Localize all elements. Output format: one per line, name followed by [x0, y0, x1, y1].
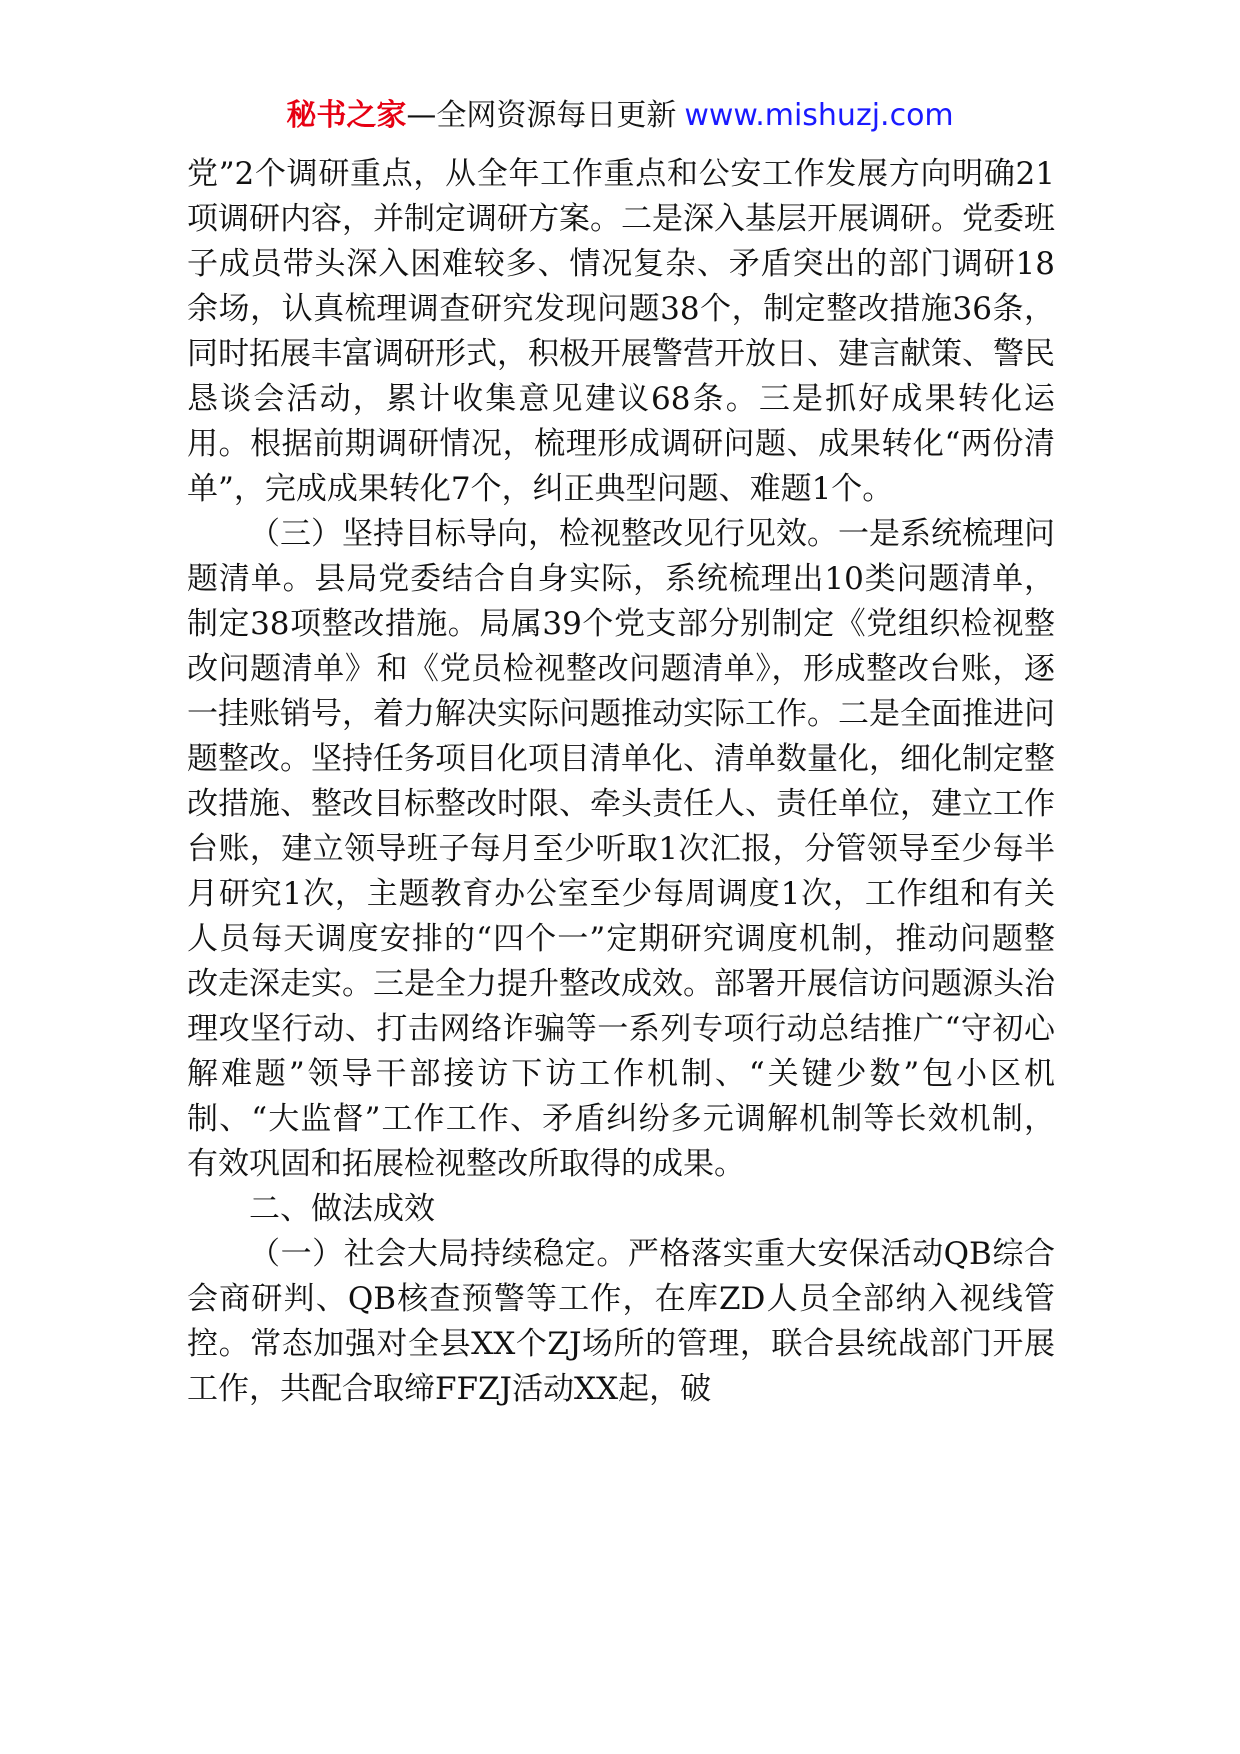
paragraph-continuation: 党”2个调研重点，从全年工作重点和公安工作发展方向明确21项调研内容，并制定调研方案。二是深入基层开展调研。党委班子成员带头深入困难较多、情况复杂、矛盾突出的部门调研18余场，认真梳理调查研究发现问题38个，制定整改措施36条，同时拓展丰富调研形式，积极开展警营开放日、建言献策、警民恳谈会活动，累计收集意见建议68条。三是抓好成果转化运用。根据前期调研情况，梳理形成调研问题、成果转化“两份清单”，完成成果转化7个，纠正典型问题、难题1个。 — [187, 156, 1055, 507]
header-tagline: —全网资源每日更新 — [406, 98, 677, 133]
paragraph-section-3: （三）坚持目标导向，检视整改见行见效。一是系统梳理问题清单。县局党委结合自身实际，系统梳理出10类问题清单，制定38项整改措施。局属39个党支部分别制定《党组织检视整改问题清单》和《党员检视整改问题清单》，形成整改台账，逐一挂账销号，着力解决实际问题推动实际工作。二是全面推进问题整改。坚持任务项目化项目清单化、清单数量化，细化制定整改措施、整改目标整改时限、牵头责任人、责任单位，建立工作台账，建立领导班子每月至少听取1次汇报，分管领导至少每半月研究1次，主题教育办公室至少每周调度1次，工作组和有关人员每天调度安排的“四个一”定期研究调度机制，推动问题整改走深走实。三是全力提升整改成效。部署开展信访问题源头治理攻坚行动、打击网络诈骗等一系列专项行动总结推广“守初心解难题”领导干部接访下访工作机制、“关键少数”包小区机制、“大监督”工作工作、矛盾纠纷多元调解机制等长效机制，有效巩固和拓展检视整改所取得的成果。 — [187, 516, 1055, 1182]
page-header — [0, 96, 1240, 136]
section-heading: 二、做法成效 — [249, 1191, 435, 1227]
site-url-link[interactable]: www.mishuzj.com — [684, 98, 954, 133]
paragraph-subsection-1: （一）社会大局持续稳定。严格落实重大安保活动QB综合会商研判、QB核查预警等工作，在库ZD人员全部纳入视线管控。常态加强对全县XX个ZJ场所的管理，联合县统战部门开展工作，共配合取缔FFZJ活动XX起，破 — [187, 1236, 1055, 1407]
brand-name: 秘书之家 — [286, 98, 407, 133]
document-body — [187, 152, 1055, 1412]
